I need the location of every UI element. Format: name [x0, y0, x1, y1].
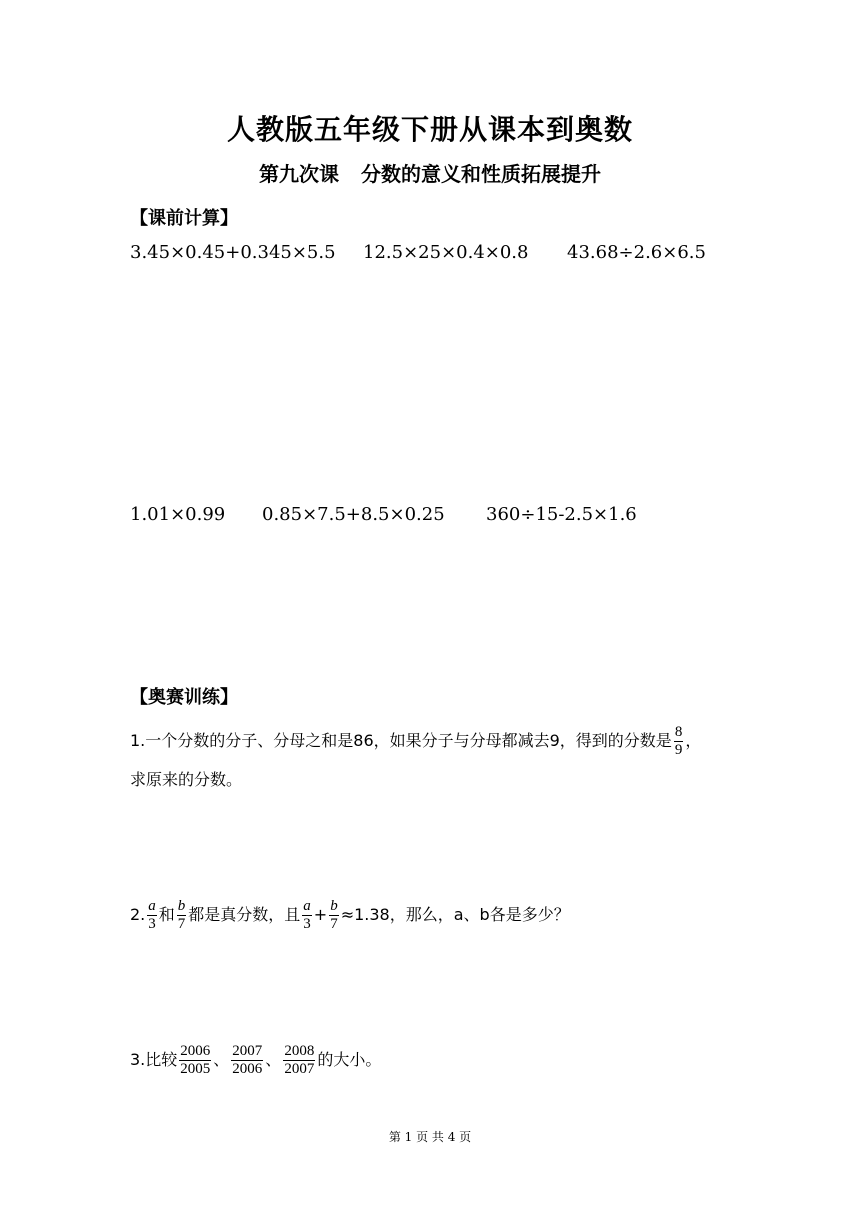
problem-1-text: 1.一个分数的分子、分母之和是86，如果分子与分母都减去9，得到的分数是 [130, 731, 672, 750]
fraction: $\frac{2007}{2006}$ [232, 1043, 263, 1077]
calc-expression: 0.85×7.5+8.5×0.25 [262, 504, 445, 525]
calc-expression: 3.45×0.45+0.345×5.5 [130, 242, 336, 263]
calc-expression: 43.68÷2.6×6.5 [567, 242, 706, 263]
calc-expression: 12.5×25×0.4×0.8 [363, 242, 529, 263]
fraction: $\frac{8}{9}$ [674, 724, 683, 758]
problem-1-continued: 求原来的分数。 [130, 770, 243, 789]
calc-expression: 1.01×0.99 [130, 504, 226, 525]
fraction: $\frac{a}{3}$ [148, 898, 156, 932]
fraction: $\frac{b}{7}$ [330, 898, 338, 932]
fraction: $\frac{2006}{2005}$ [180, 1043, 211, 1077]
problem-3: 3.比较 $\frac{2006}{2005}$ 、 $\frac{2007}{2006}$ 、 $\frac{2008}{2007}$ 的大小。 [130, 1043, 382, 1077]
olympiad-header: 【奥赛训练】 [130, 687, 238, 708]
fraction: $\frac{b}{7}$ [177, 898, 186, 932]
page-footer: 第 1 页 共 4 页 [388, 1130, 472, 1144]
page-subtitle [0, 158, 860, 187]
problem-2: 2. $\frac{a}{3}$ 和 $\frac{b}{7}$ 都是真分数，且 $\frac{a}{3}$ + $\frac{b}{7}$ ≈1.38，那么，a、b各是多少？ [130, 898, 570, 932]
problem-1: 1.一个分数的分子、分母之和是86，如果分子与分母都减去9，得到的分数是 $\frac{8}{9}$ ， [130, 724, 702, 758]
fraction: $\frac{a}{3}$ [303, 898, 311, 932]
lesson-topic: 分数的意义和性质拓展提升 [361, 162, 601, 186]
page-title: 人教版五年级下册从课本到奥数 [226, 113, 633, 146]
lesson-number: 第九次课 [259, 162, 339, 186]
fraction: $\frac{2008}{2007}$ [284, 1043, 315, 1077]
pre-class-header: 【课前计算】 [130, 208, 238, 229]
calc-expression: 360÷15-2.5×1.6 [486, 504, 637, 525]
